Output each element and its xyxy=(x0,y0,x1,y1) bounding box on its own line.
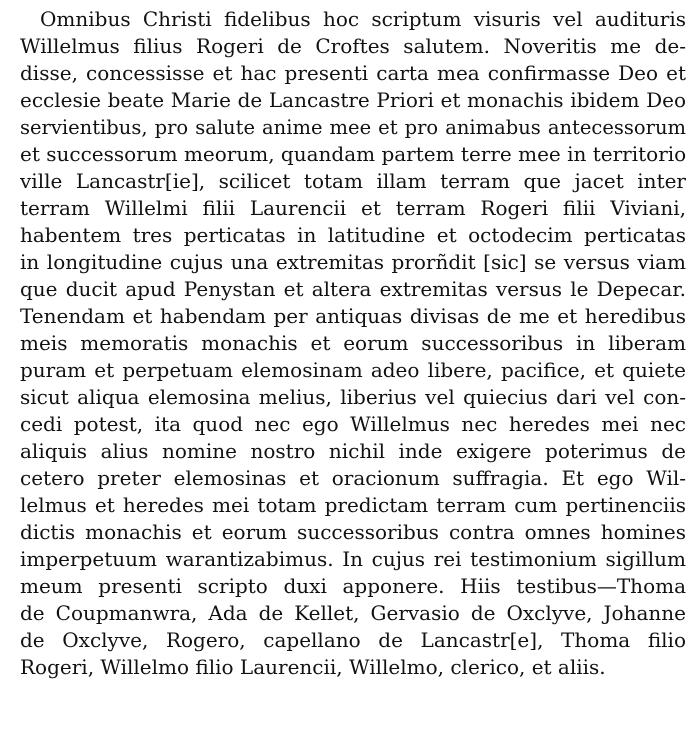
text-line: ecclesie beate Marie de Lancastre Priori et monachis ibidem Deo xyxy=(20,88,686,112)
text-line: terram Willelmi filii Laurencii et terram Rogeri filii Viviani, xyxy=(20,196,686,220)
text-line: meum presenti scripto duxi apponere. Hiis testibus—Thoma xyxy=(20,574,686,598)
text-line: et successorum meorum, quandam partem terre mee in territorio xyxy=(20,142,686,166)
text-line: dictis monachis et eorum successoribus contra omnes homines xyxy=(20,520,686,544)
text-line: ville Lancastr[ie], scilicet totam illam terram que jacet inter xyxy=(20,169,686,193)
text-line: Willelmus filius Rogeri de Croftes salutem. Noveritis me de- xyxy=(20,34,686,58)
text-line: aliquis alius nomine nostro nichil inde exigere poterimus de xyxy=(20,439,686,463)
text-line: Tenendam et habendam per antiquas divisas de me et heredibus xyxy=(20,304,686,328)
text-line: Rogeri, Willelmo filio Laurencii, Willelmo, clerico, et aliis. xyxy=(20,655,606,679)
text-line: de Coupmanwra, Ada de Kellet, Gervasio de Oxclyve, Johanne xyxy=(20,601,686,625)
text-line: meis memoratis monachis et eorum successoribus in liberam xyxy=(20,331,686,355)
text-line: Omnibus Christi fidelibus hoc scriptum visuris vel audituris xyxy=(40,7,686,31)
text-line: servientibus, pro salute anime mee et pro animabus antecessorum xyxy=(20,116,686,139)
text-line: disse, concessisse et hac presenti carta mea confirmasse Deo et xyxy=(20,61,686,85)
text-line: habentem tres perticatas in latitudine et octodecim perticatas xyxy=(20,223,686,247)
text-line: in longitudine cujus una extremitas prorñdit [sic] se versus viam xyxy=(20,250,686,274)
text-line: puram et perpetuam elemosinam adeo libere, pacifice, et quiete xyxy=(20,358,686,382)
text-line: cetero preter elemosinas et oracionum suffragia. Et ego Wil- xyxy=(20,466,686,490)
text-line: lelmus et heredes mei totam predictam terram cum pertinenciis xyxy=(20,493,686,517)
text-line: imperpetuum warantizabimus. In cujus rei testimonium sigillum xyxy=(20,547,686,571)
text-line: que ducit apud Penystan et altera extremitas versus le Depecar. xyxy=(20,277,686,301)
text-line: sicut aliqua elemosina melius, liberius vel quiecius dari vel con- xyxy=(20,385,686,409)
text-line: cedi potest, ita quod nec ego Willelmus nec heredes mei nec xyxy=(20,412,686,436)
text-line: de Oxclyve, Rogero, capellano de Lancastr[e], Thoma filio xyxy=(20,628,686,652)
